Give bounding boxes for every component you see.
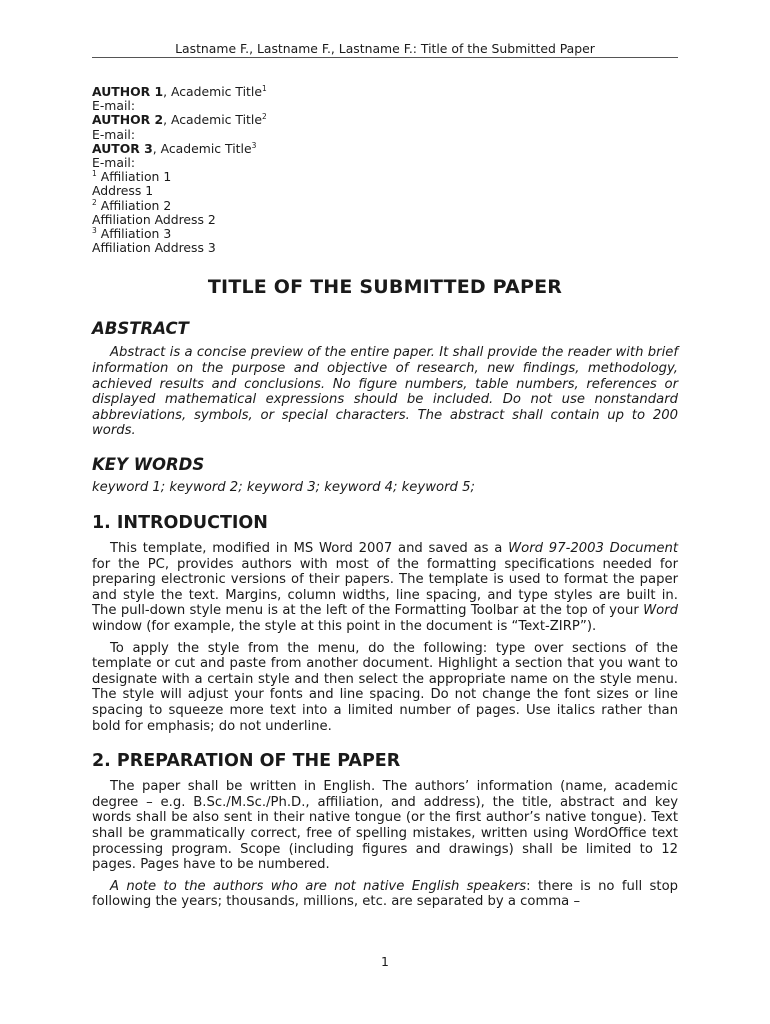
author-name: AUTHOR 1 — [92, 84, 164, 99]
author-title: , Academic Title — [163, 112, 262, 128]
author-line-3 — [92, 142, 678, 156]
preparation-paragraph-1: The paper shall be written in English. The authors’ information (name, academic degree – e.g. B.Sc./M.Sc./Ph.D., affiliation, and address), the title, abstract and key words shall be also sent in their native tongue (or the first author’s native tongue). Text shall be grammatically correct, free of spelling mistakes, written using WordOffice text processing program. Scope (including figures and drawings) shall be limited to 12 pages. Pages have to be numbered. — [92, 779, 678, 873]
affiliation-2 — [92, 199, 678, 213]
page-content — [92, 85, 678, 910]
author-email: E-mail: — [92, 126, 136, 142]
text-run: window (for example, the style at this point in the document is “Text-ZIRP”). — [92, 618, 597, 634]
header-rule — [92, 57, 678, 58]
text-run: This template, modified in MS Word 2007 and saved as a — [110, 541, 509, 556]
affiliation-address: Affiliation Address 2 — [92, 211, 216, 227]
author-name: AUTOR 3 — [92, 140, 153, 156]
author-email: E-mail: — [92, 155, 136, 171]
text-run: for the PC, provides authors with most of the formatting specifications needed for preparing electronic versions of their papers. The template is used to format the paper and style the text. Margins, column widths, line spacing, and type styles are built in. The pull-down style menu is at the left of the Formatting Toolbar at the top of your — [92, 556, 678, 619]
affiliation-name: Affiliation 2 — [96, 197, 172, 213]
author-title: , Academic Title — [163, 84, 262, 99]
author-name: AUTHOR 2 — [92, 112, 164, 128]
affiliation-address: Affiliation Address 3 — [92, 240, 216, 256]
affiliation-name: Affiliation 1 — [96, 169, 172, 185]
author-line-2 — [92, 113, 678, 127]
keywords-heading: KEY WORDS — [92, 455, 205, 474]
author-sup: 1 — [261, 84, 267, 93]
affiliation-name: Affiliation 3 — [96, 226, 172, 242]
running-head: Lastname F., Lastname F., Lastname F.: Title of the Submitted Paper — [175, 41, 595, 56]
section-heading-preparation: 2. PREPARATION OF THE PAPER — [92, 751, 401, 772]
affiliation-address: Address 1 — [92, 183, 154, 199]
introduction-paragraph-1 — [92, 541, 678, 635]
author-title: , Academic Title — [152, 140, 252, 156]
section-heading-introduction: 1. INTRODUCTION — [92, 513, 268, 533]
affiliation-1 — [92, 170, 678, 184]
affiliation-sup: 2 — [92, 197, 97, 207]
author-sup: 3 — [251, 140, 257, 150]
page-number: 1 — [381, 954, 389, 969]
paper-title: TITLE OF THE SUBMITTED PAPER — [207, 276, 563, 299]
author-email: E-mail: — [92, 98, 136, 114]
author-block — [92, 85, 678, 255]
text-run: : there is no full stop following the years; thousands, millions, etc. are separated by a comma – — [92, 878, 679, 910]
abstract-text: Abstract is a concise preview of the entire paper. It shall provide the reader with brief information on the purpose and objective of research, new findings, methodology, achieved results and conclusions. No figure numbers, table numbers, references or displayed mathematical expressions should be included. Do not use nonstandard abbreviations, symbols, or special characters. The abstract shall contain up to 200 words. — [92, 345, 678, 439]
author-line-1 — [92, 85, 678, 99]
preparation-paragraph-2 — [92, 879, 678, 910]
affiliation-sup: 1 — [92, 169, 97, 179]
text-run-italic: A note to the authors who are not native English speakers — [110, 878, 527, 894]
keywords-text: keyword 1; keyword 2; keyword 3; keyword 4; keyword 5; — [92, 480, 475, 495]
introduction-paragraph-2: To apply the style from the menu, do the following: type over sections of the template or cut and paste from another document. Highlight a section that you want to designate with a certain style and then select the appropriate name on the style menu. The style will adjust your fonts and line spacing. Do not change the font sizes or line spacing to squeeze more text into a limited number of pages. Use italics rather than bold for emphasis; do not underline. — [92, 640, 678, 734]
author-sup: 2 — [261, 112, 267, 122]
affiliation-3 — [92, 227, 678, 241]
text-run-italic: Word — [643, 603, 678, 619]
affiliation-sup: 3 — [92, 226, 97, 236]
abstract-heading: ABSTRACT — [92, 319, 189, 339]
text-run-italic: Word 97-2003 Document — [508, 541, 678, 556]
